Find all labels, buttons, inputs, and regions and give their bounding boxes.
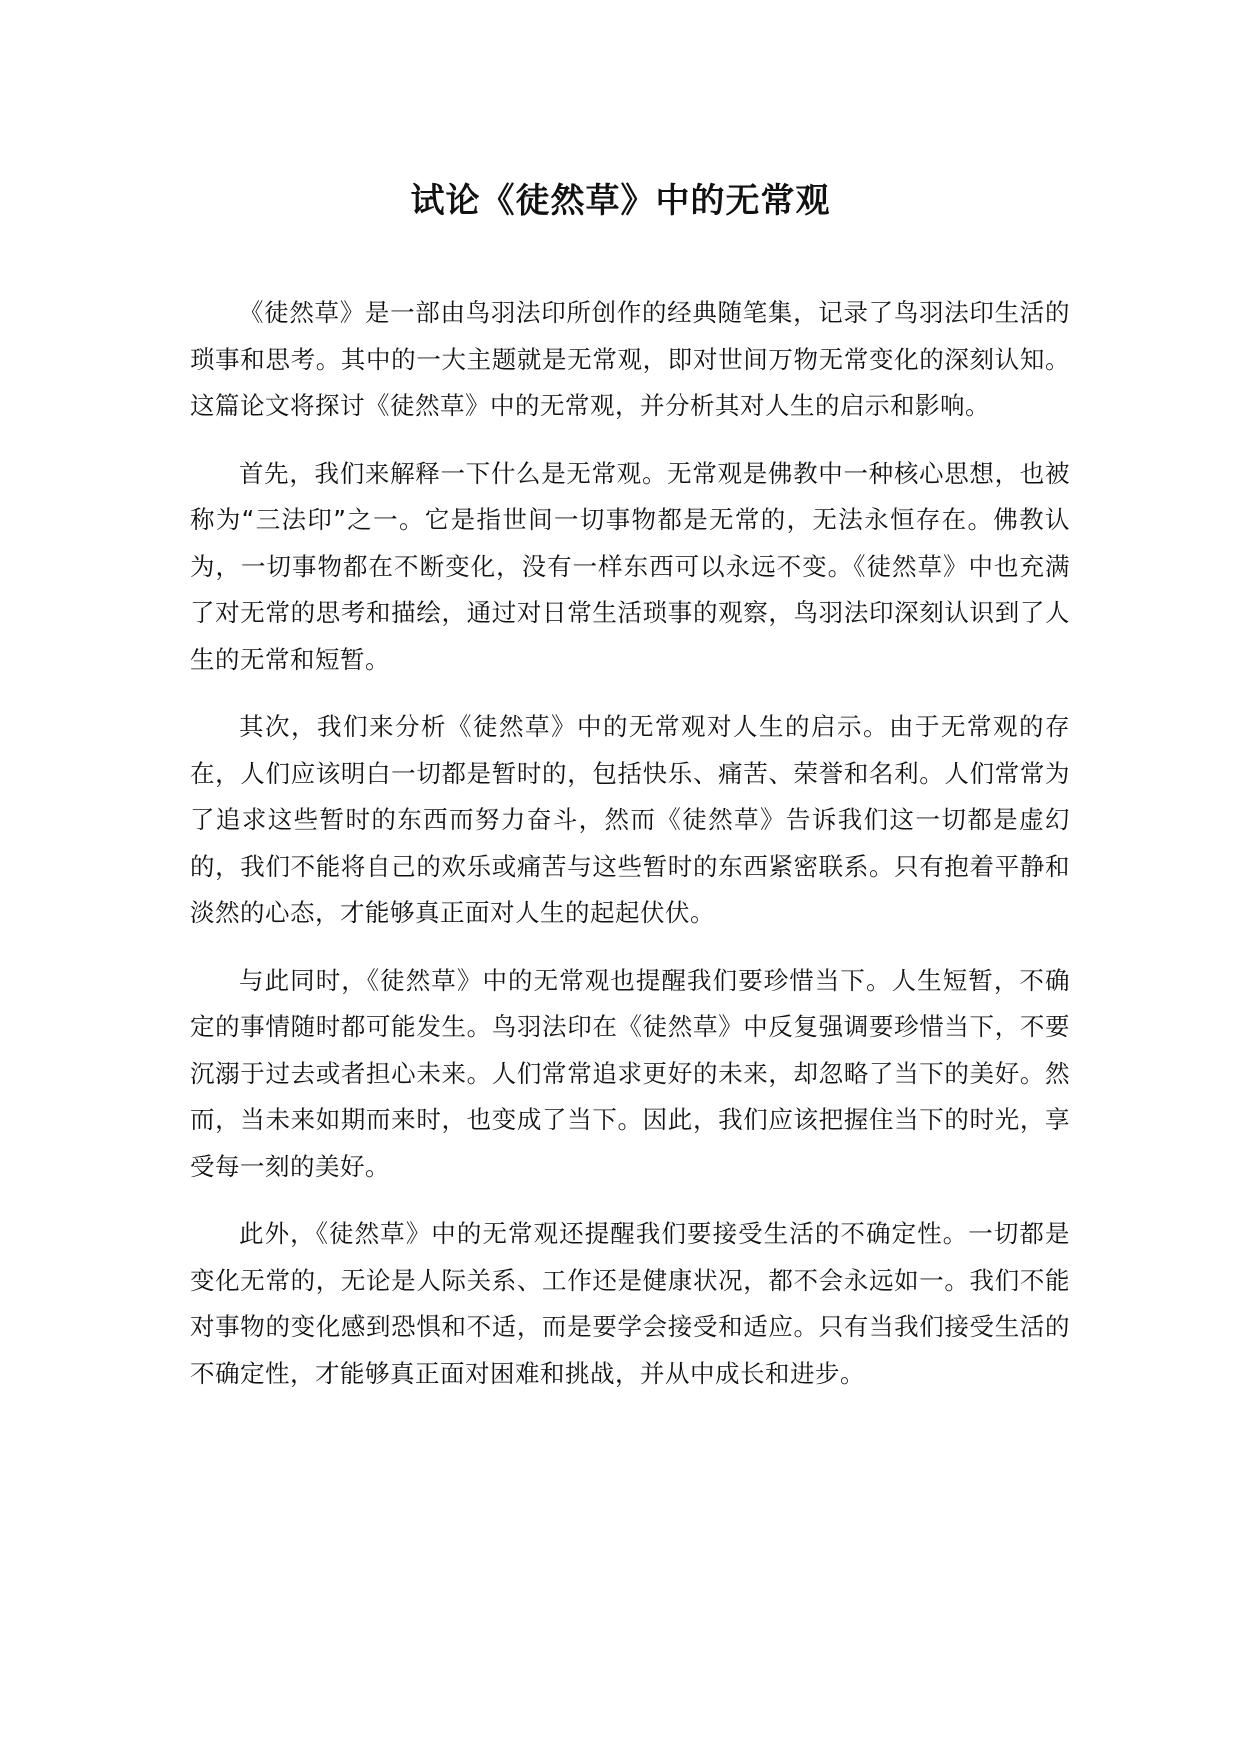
- paragraph-4: 与此同时，《徒然草》中的无常观也提醒我们要珍惜当下。人生短暂，不确定的事情随时都可能发生。鸟羽法印在《徒然草》中反复强调要珍惜当下，不要沉溺于过去或者担心未来。人们常常追求更好的未来，却忽略了当下的美好。然而，当未来如期而来时，也变成了当下。因此，我们应该把握住当下的时光，享受每一刻的美好。: [190, 965, 1070, 1181]
- document-body: [190, 290, 1070, 1418]
- document-title: 试论《徒然草》中的无常观: [410, 181, 831, 221]
- paragraph-3: 其次，我们来分析《徒然草》中的无常观对人生的启示。由于无常观的存在，人们应该明白一切都是暂时的，包括快乐、痛苦、荣誉和名利。人们常常为了追求这些暂时的东西而努力奋斗，然而《徒然草》告诉我们这一切都是虚幻的，我们不能将自己的欢乐或痛苦与这些暂时的东西紧密联系。只有抱着平静和淡然的心态，才能够真正面对人生的起起伏伏。: [190, 712, 1070, 927]
- paragraph-1: 《徒然草》是一部由鸟羽法印所创作的经典随笔集，记录了鸟羽法印生活的琐事和思考。其中的一大主题就是无常观，即对世间万物无常变化的深刻认知。这篇论文将探讨《徒然草》中的无常观，并分析其对人生的启示和影响。: [190, 298, 1070, 420]
- paragraph-5: 此外，《徒然草》中的无常观还提醒我们要接受生活的不确定性。一切都是变化无常的，无论是人际关系、工作还是健康状况，都不会永远如一。我们不能对事物的变化感到恐惧和不适，而是要学会接受和适应。只有当我们接受生活的不确定性，才能够真正面对困难和挑战，并从中成长和进步。: [190, 1219, 1070, 1388]
- paragraph-2: 首先，我们来解释一下什么是无常观。无常观是佛教中一种核心思想，也被称为“三法印”之一。它是指世间一切事物都是无常的，无法永恒存在。佛教认为，一切事物都在不断变化，没有一样东西可以永远不变。《徒然草》中也充满了对无常的思考和描绘，通过对日常生活琐事的观察，鸟羽法印深刻认识到了人生的无常和短暂。: [190, 458, 1070, 674]
